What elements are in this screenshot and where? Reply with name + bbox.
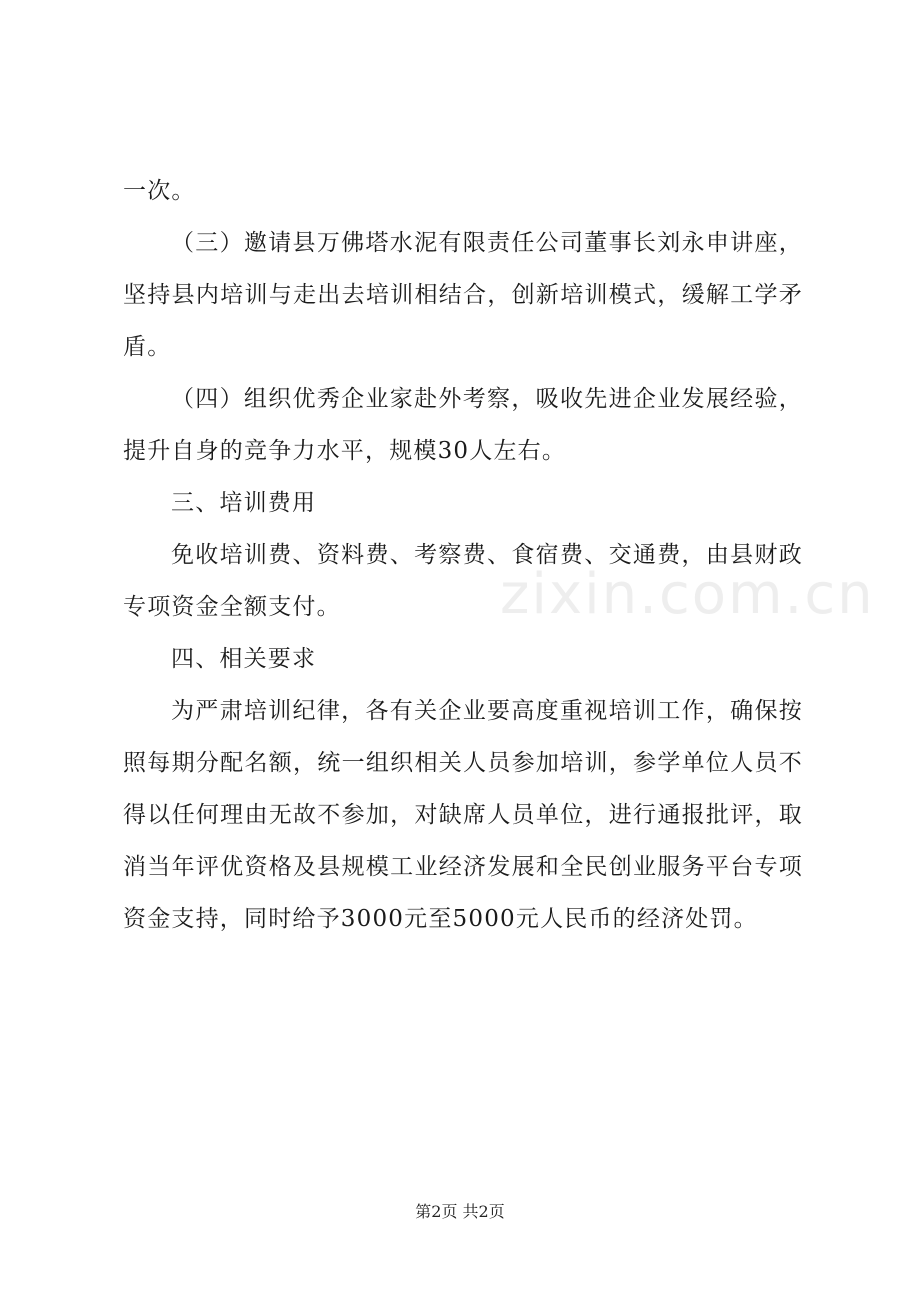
watermark: zixin.com.cn <box>500 562 875 627</box>
paragraph-5: 免收培训费、资料费、考察费、食宿费、交通费，由县财政专项资金全额支付。 <box>123 542 803 620</box>
paragraph-7: 为严肃培训纪律，各有关企业要高度重视培训工作，确保按照每期分配名额，统一组织相关人员参加培训，参学单位人员不得以任何理由无故不参加，对缺席人员单位，进行通报批评，取消当年评优资格及县规模工业经济发展和全民创业服务平台专项资金支持，同时给予3000元至5000元人民币的经济处罚。 <box>123 698 803 932</box>
document-body <box>123 165 803 945</box>
paragraph-3: （四）组织优秀企业家赴外考察，吸收先进企业发展经验，提升自身的竞争力水平，规模30人左右。 <box>123 386 803 464</box>
paragraph-1: 一次。 <box>123 178 196 204</box>
page-footer: 第2页 共2页 <box>415 1202 505 1221</box>
section-heading-requirements: 四、相关要求 <box>171 646 317 672</box>
paragraph-2: （三）邀请县万佛塔水泥有限责任公司董事长刘永申讲座，坚持县内培训与走出去培训相结合，创新培训模式，缓解工学矛盾。 <box>123 230 803 360</box>
section-heading-fees: 三、培训费用 <box>171 490 317 516</box>
